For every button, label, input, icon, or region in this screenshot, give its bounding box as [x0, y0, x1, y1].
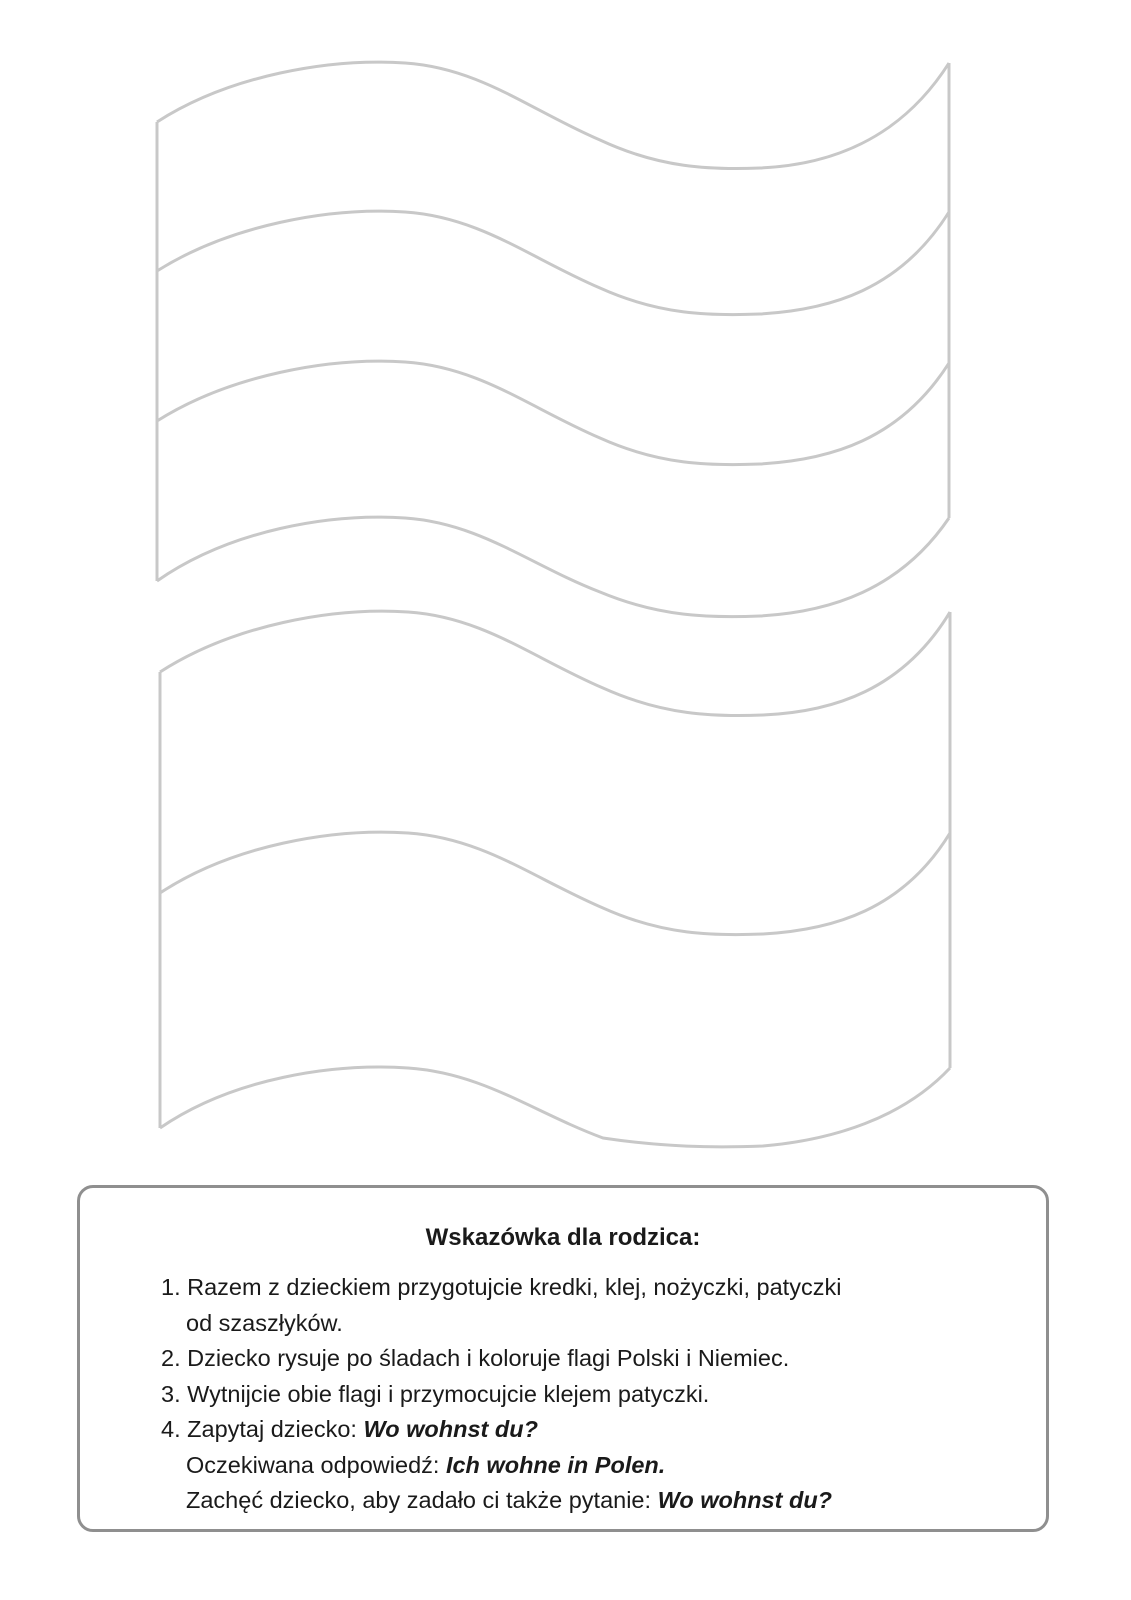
german-question: Wo wohnst du? [363, 1416, 538, 1442]
hint-item-text: Dziecko rysuje po śladach i koloruje flagi Polski i Niemiec. [187, 1345, 790, 1371]
flag2-bottom-edge [160, 1067, 950, 1147]
hint-item-number: 3. [161, 1380, 181, 1407]
flag-poland-outline [157, 62, 949, 617]
flag1-divider-2 [157, 361, 949, 464]
flag1-top-edge [157, 62, 949, 168]
hint-item-text: Zapytaj dziecko: [187, 1416, 364, 1442]
german-question-repeat: Wo wohnst du? [657, 1487, 833, 1513]
hint-title: Wskazówka dla rodzica: [425, 1224, 701, 1251]
hint-item-3 [161, 1377, 1021, 1413]
hint-item-1 [161, 1270, 1021, 1341]
flag1-divider-1 [157, 211, 949, 314]
encourage-label: Zachęć dziecko, aby zadało ci także pytanie: [186, 1487, 658, 1513]
expected-answer-line [161, 1448, 1021, 1484]
hint-list [161, 1270, 1021, 1519]
hint-item-number: 2. [161, 1345, 181, 1371]
flag-germany-outline [160, 611, 950, 1147]
hint-item-4 [161, 1412, 1021, 1519]
parent-hint-box [77, 1185, 1049, 1532]
encourage-line [161, 1483, 1021, 1519]
hint-item-text: Wytnijcie obie flagi i przymocujcie klejem patyczki. [187, 1380, 710, 1407]
hint-item-continuation: od szaszłyków. [186, 1309, 343, 1336]
hint-item-number: 1. [161, 1274, 181, 1300]
hint-item-2 [161, 1341, 1021, 1377]
german-answer: Ich wohne in Polen. [445, 1451, 666, 1478]
expected-answer-label: Oczekiwana odpowiedź: [186, 1451, 446, 1478]
hint-item-text: Razem z dzieckiem przygotujcie kredki, klej, nożyczki, patyczki [187, 1274, 842, 1300]
flag1-bottom-edge [157, 517, 949, 617]
flag2-top-edge [160, 611, 950, 715]
hint-item-number: 4. [161, 1416, 181, 1442]
flag2-divider [160, 832, 950, 934]
